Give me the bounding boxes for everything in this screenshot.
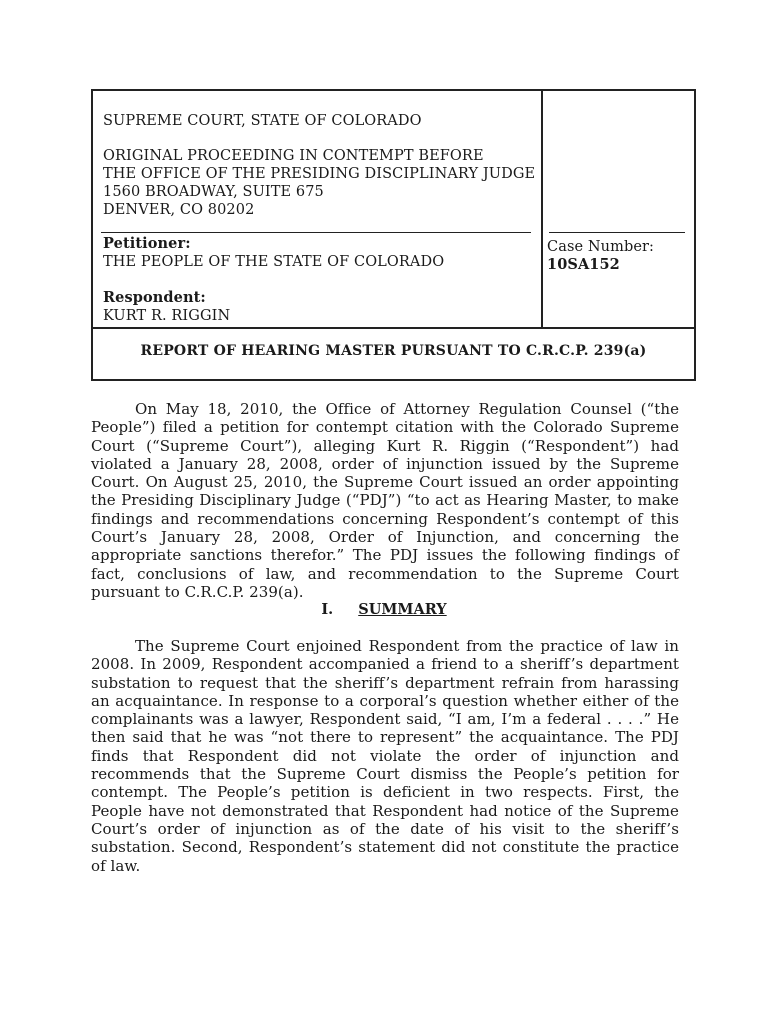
proceeding-line: THE OFFICE OF THE PRESIDING DISCIPLINARY JUDGE	[103, 166, 536, 182]
report-title: REPORT OF HEARING MASTER PURSUANT TO C.R.C.P. 239(a)	[140, 343, 647, 359]
proceeding-line: ORIGINAL PROCEEDING IN CONTEMPT BEFORE	[103, 148, 484, 164]
intro-paragraph: On May 18, 2010, the Office of Attorney Regulation Counsel (“the People”) filed a petition for contempt citation with the Colorado Supreme Court (“Supreme Court”), alleging Kurt R. Riggin (“Respondent”) had violated a January 28, 2008, order of injunction issued by the Supreme Court. On August 25, 2010, the Supreme Court issued an order appointing the Presiding Disciplinary Judge (“PDJ”) “to act as Hearing Master, to make findings and recommendations concerning Respondent’s contempt of this Court’s January 28, 2008, Order of Injunction, and concerning the appropriate sanctions therefor.” The PDJ issues the following findings of fact, conclusions of law, and recommendation to the Supreme Court pursuant to C.R.C.P. 239(a).	[91, 400, 679, 601]
proceeding-block	[103, 147, 535, 219]
petitioner-name: THE PEOPLE OF THE STATE OF COLORADO	[103, 254, 445, 270]
respondent-label: Respondent:	[103, 289, 206, 306]
section-heading	[0, 601, 768, 618]
case-number: 10SA152	[547, 256, 620, 273]
proceeding-line: DENVER, CO 80202	[103, 202, 255, 218]
petitioner-label: Petitioner:	[103, 235, 191, 252]
caption-bottom-divider	[93, 327, 694, 329]
proceeding-line: 1560 BROADWAY, SUITE 675	[103, 184, 324, 200]
respondent-name: KURT R. RIGGIN	[103, 308, 231, 324]
case-number-label: Case Number:	[547, 239, 655, 255]
case-caption-box	[91, 89, 696, 381]
section-number: I.	[321, 601, 334, 618]
caption-left-divider	[101, 232, 531, 233]
section-title: SUMMARY	[358, 601, 447, 618]
caption-right-divider	[549, 232, 685, 233]
caption-vertical-divider	[541, 91, 543, 327]
summary-paragraph: The Supreme Court enjoined Respondent from the practice of law in 2008. In 2009, Respondent accompanied a friend to a sheriff’s department substation to request that the sheriff’s department refrain from harassing an acquaintance. In response to a corporal’s question whether either of the complainants was a lawyer, Respondent said, “I am, I’m a federal . . . .” He then said that he was “not there to represent” the acquaintance. The PDJ finds that Respondent did not violate the order of injunction and recommends that the Supreme Court dismiss the People’s petition for contempt. The People’s petition is deficient in two respects. First, the People have not demonstrated that Respondent had notice of the Supreme Court’s order of injunction as of the date of his visit to the sheriff’s substation. Second, Respondent’s statement did not constitute the practice of law.	[91, 637, 679, 875]
court-name: SUPREME COURT, STATE OF COLORADO	[103, 113, 422, 129]
